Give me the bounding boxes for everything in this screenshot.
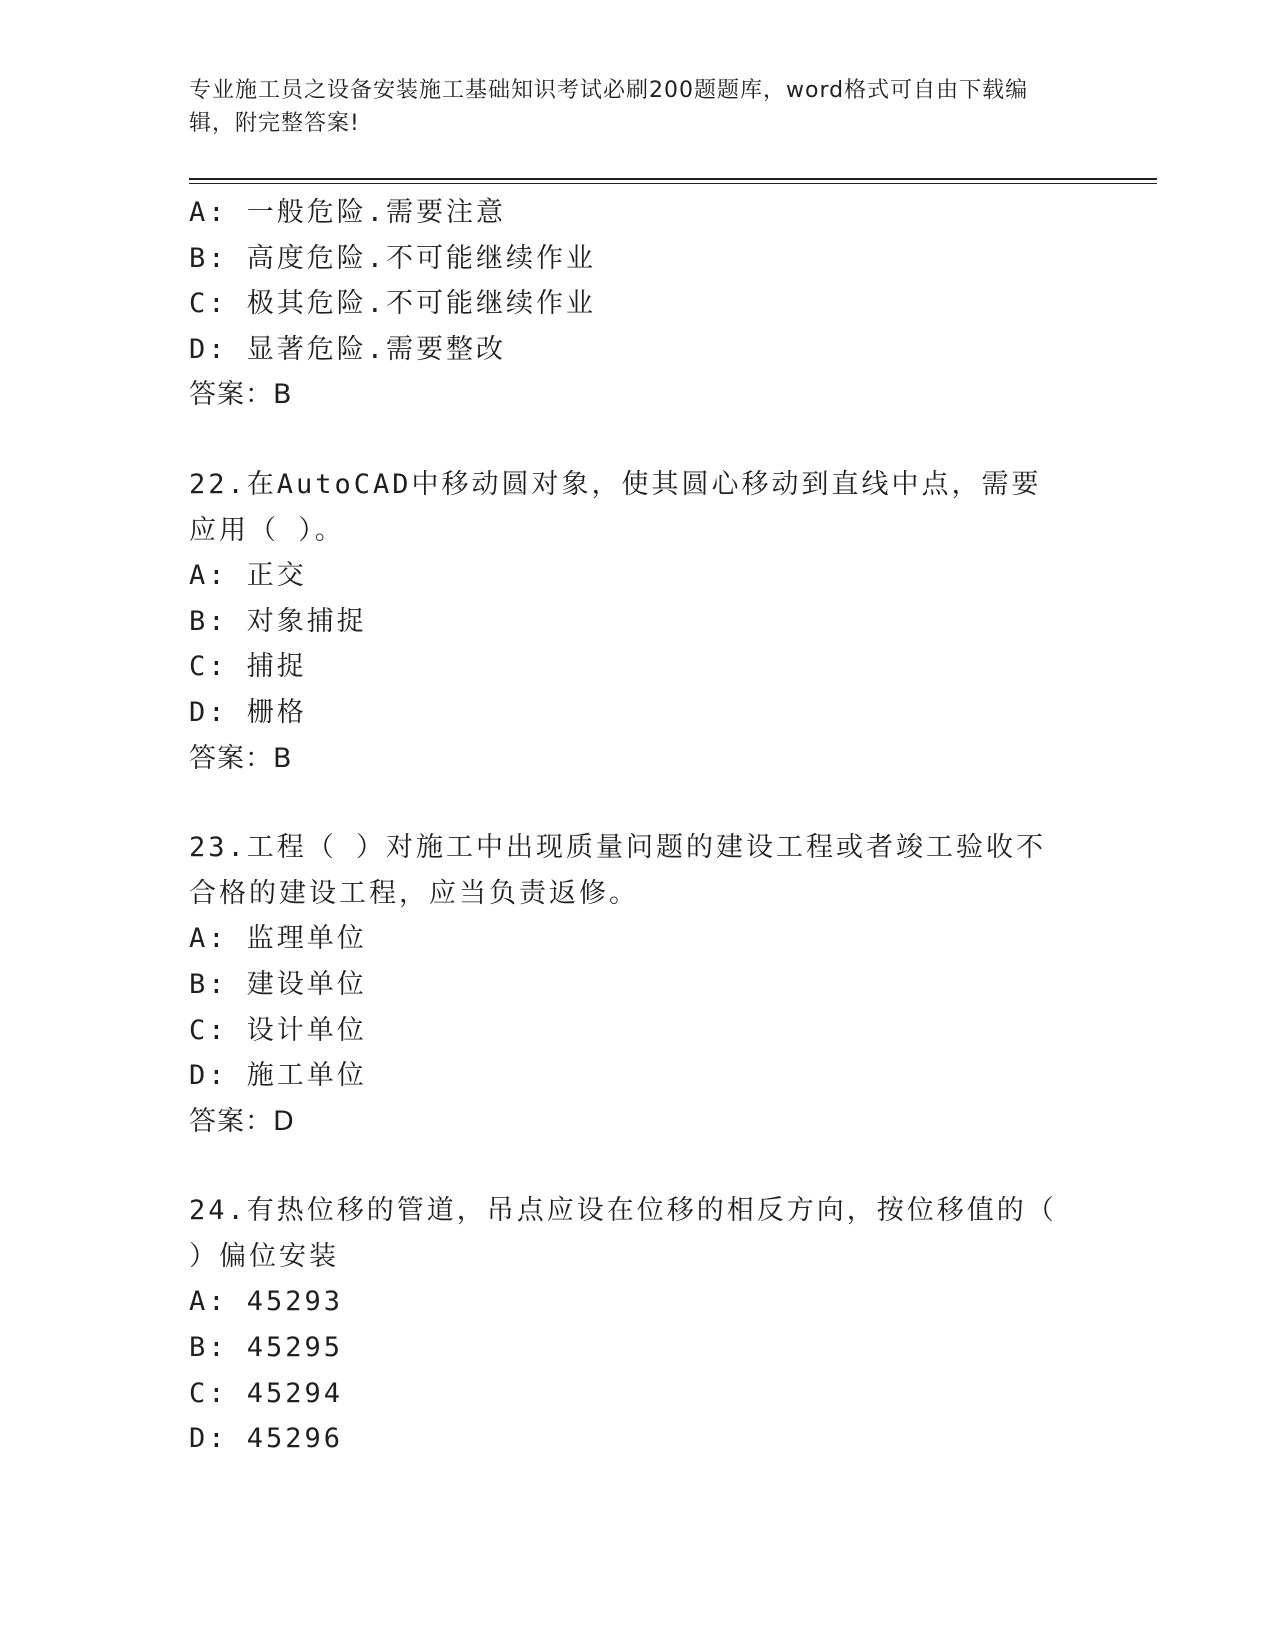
question-24 <box>189 1188 1089 1462</box>
question-stem: 22.在AutoCAD中移动圆对象，使其圆心移动到直线中点，需要应用（ ）。 <box>189 468 1042 546</box>
option-b: B: 45295 <box>189 1332 344 1364</box>
document-header: 专业施工员之设备安装施工基础知识考试必刷200题题库，word格式可自由下载编辑，附完整答案! <box>189 78 1029 136</box>
option-b: B: 高度危险.不可能继续作业 <box>189 242 597 274</box>
option-b: B: 建设单位 <box>189 968 367 1000</box>
header-divider-thin <box>189 183 1157 184</box>
question-22 <box>189 462 1089 781</box>
option-c: C: 极其危险.不可能继续作业 <box>189 288 597 320</box>
option-c: C: 捕捉 <box>189 651 307 683</box>
question-21 <box>189 190 1089 418</box>
question-stem: 24.有热位移的管道，吊点应设在位移的相反方向，按位移值的（ ）偏位安装 <box>189 1195 1057 1272</box>
option-a: A: 一般危险.需要注意 <box>189 197 507 228</box>
question-23 <box>189 825 1089 1144</box>
question-stem: 23.工程（ ）对施工中出现质量问题的建设工程或者竣工验收不合格的建设工程，应当负责返修。 <box>189 832 1047 909</box>
option-a: A: 正交 <box>189 560 307 592</box>
option-b: B: 对象捕捉 <box>189 605 367 637</box>
option-a: A: 监理单位 <box>189 923 367 955</box>
option-a: A: 45293 <box>189 1286 344 1318</box>
answer-line: 答案：B <box>189 379 293 411</box>
answer-line: 答案：B <box>189 742 293 774</box>
option-d: D: 施工单位 <box>189 1060 367 1092</box>
question-list <box>189 190 1089 1462</box>
option-d: D: 栅格 <box>189 696 307 728</box>
option-d: D: 显著危险.需要整改 <box>189 333 507 365</box>
header-divider-thick <box>189 178 1157 180</box>
option-d: D: 45296 <box>189 1423 344 1455</box>
answer-line: 答案：D <box>189 1105 295 1137</box>
option-c: C: 设计单位 <box>189 1014 367 1046</box>
option-c: C: 45294 <box>189 1377 344 1409</box>
